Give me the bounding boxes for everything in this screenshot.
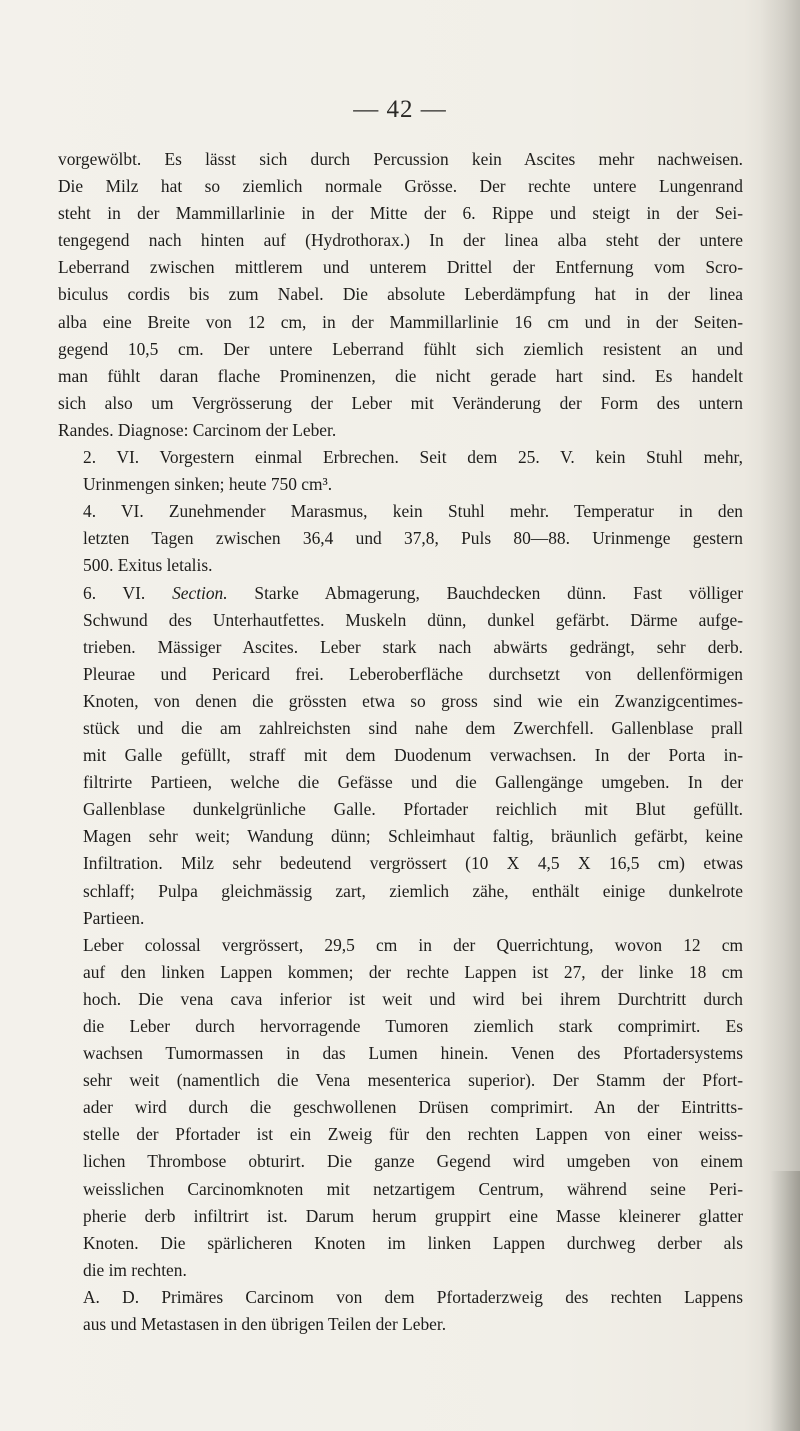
text-line: A. D. Primäres Carcinom von dem Pfortaderzweig des rechten Lappens bbox=[83, 1286, 743, 1307]
text-line: die im rechten. bbox=[83, 1259, 187, 1280]
text-line: alba eine Breite von 12 cm, in der Mammillarlinie 16 cm und in der Seiten- bbox=[58, 311, 743, 332]
text-line: 4. VI. Zunehmender Marasmus, kein Stuhl mehr. Temperatur in den bbox=[83, 501, 743, 522]
text-line: 500. Exitus letalis. bbox=[83, 555, 213, 576]
page-number: — 42 — bbox=[353, 96, 447, 123]
text-line: stelle der Pfortader ist ein Zweig für den rechten Lappen von einer weiss- bbox=[83, 1124, 743, 1145]
text-line: die Leber durch hervorragende Tumoren ziemlich stark comprimirt. Es bbox=[83, 1016, 743, 1036]
paragraph bbox=[58, 146, 743, 444]
text-line: gegend 10,5 cm. Der untere Leberrand fühlt sich ziemlich resistent an und bbox=[58, 338, 743, 359]
text-line: Infiltration. Milz sehr bedeutend vergrössert (10 X 4,5 X 16,5 cm) etwas bbox=[83, 853, 743, 874]
text-line: stück und die am zahlreichsten sind nahe dem Zwerchfell. Gallenblase prall bbox=[83, 717, 743, 738]
text-line: 2. VI. Vorgestern einmal Erbrechen. Seit dem 25. V. kein Stuhl mehr, bbox=[83, 447, 743, 468]
page-corner-shading bbox=[770, 1171, 800, 1431]
text-line: tengegend nach hinten auf (Hydrothorax.) In der linea alba steht der untere bbox=[58, 230, 743, 251]
text-line: biculus cordis bis zum Nabel. Die absolute Leberdämpfung hat in der linea bbox=[58, 284, 743, 305]
body-text bbox=[58, 146, 743, 1338]
text-line: Urinmengen sinken; heute 750 cm³. bbox=[83, 474, 333, 495]
text-line: weisslichen Carcinomknoten mit netzartigem Centrum, während seine Peri- bbox=[83, 1178, 743, 1199]
text-line: steht in der Mammillarlinie in der Mitte der 6. Rippe und steigt in der Sei- bbox=[58, 203, 743, 224]
text-line: mit Galle gefüllt, straff mit dem Duodenum verwachsen. In der Porta in- bbox=[83, 745, 743, 766]
text-line: Partieen. bbox=[83, 907, 145, 928]
text-line: Schwund des Unterhautfettes. Muskeln dünn, dunkel gefärbt. Därme aufge- bbox=[83, 609, 743, 630]
text-line: Magen sehr weit; Wandung dünn; Schleimhaut faltig, bräunlich gefärbt, keine bbox=[83, 826, 743, 847]
text-line: Die Milz hat so ziemlich normale Grösse. Der rechte untere Lungenrand bbox=[58, 176, 743, 197]
text-line: Gallenblase dunkelgrünliche Galle. Pfortader reichlich mit Blut gefüllt. bbox=[83, 799, 743, 820]
text-line: Knoten, von denen die grössten etwa so gross sind wie ein Zwanzigcentimes- bbox=[83, 690, 743, 711]
text-line: letzten Tagen zwischen 36,4 und 37,8, Puls 80—88. Urinmenge gestern bbox=[83, 528, 743, 549]
text-line: lichen Thrombose obturirt. Die ganze Gegend wird umgeben von einem bbox=[83, 1151, 743, 1172]
text-line: pherie derb infiltrirt ist. Darum herum gruppirt eine Masse kleinerer glatter bbox=[83, 1205, 743, 1226]
text-line: sich also um Vergrösserung der Leber mit Veränderung der Form des untern bbox=[58, 392, 743, 413]
paragraph bbox=[58, 932, 743, 1284]
text-line: Knoten. Die spärlicheren Knoten im linken Lappen durchweg derber als bbox=[83, 1232, 743, 1253]
text-line: ader wird durch die geschwollenen Drüsen comprimirt. An der Eintritts- bbox=[83, 1097, 743, 1118]
text-line: Leber colossal vergrössert, 29,5 cm in der Querrichtung, wovon 12 cm bbox=[83, 934, 743, 955]
text-line: sehr weit (namentlich die Vena mesenterica superior). Der Stamm der Pfort- bbox=[83, 1070, 743, 1091]
text-line: filtrirte Partieen, welche die Gefässe und die Gallengänge umgeben. In der bbox=[83, 772, 743, 793]
text-line: schlaff; Pulpa gleichmässig zart, ziemlich zähe, enthält einige dunkelrote bbox=[83, 880, 743, 901]
paragraph bbox=[58, 498, 743, 579]
paragraph bbox=[58, 444, 743, 498]
text-line: Pleurae und Pericard frei. Leberoberfläche durchsetzt von dellenförmigen bbox=[83, 663, 743, 684]
text-line: aus und Metastasen in den übrigen Teilen der Leber. bbox=[83, 1314, 447, 1335]
paragraph bbox=[58, 1284, 743, 1338]
text-line: wachsen Tumormassen in das Lumen hinein. Venen des Pfortadersystems bbox=[83, 1043, 743, 1064]
text-line: Leberrand zwischen mittlerem und unterem Drittel der Entfernung vom Scro- bbox=[58, 257, 743, 278]
text-line: vorgewölbt. Es lässt sich durch Percussion kein Ascites mehr nachweisen. bbox=[58, 149, 743, 169]
text-line: trieben. Mässiger Ascites. Leber stark nach abwärts gedrängt, sehr derb. bbox=[83, 636, 743, 657]
text-line: man fühlt daran flache Prominenzen, die nicht gerade hart sind. Es handelt bbox=[58, 365, 743, 386]
paragraph bbox=[58, 580, 743, 932]
text-line: hoch. Die vena cava inferior ist weit und wird bei ihrem Durchtritt durch bbox=[83, 988, 743, 1009]
text-line: auf den linken Lappen kommen; der rechte Lappen ist 27, der linke 18 cm bbox=[83, 961, 743, 982]
text-line: Randes. Diagnose: Carcinom der Leber. bbox=[58, 419, 337, 440]
text-line: 6. VI. Section. Starke Abmagerung, Bauchdecken dünn. Fast völliger bbox=[83, 582, 743, 603]
